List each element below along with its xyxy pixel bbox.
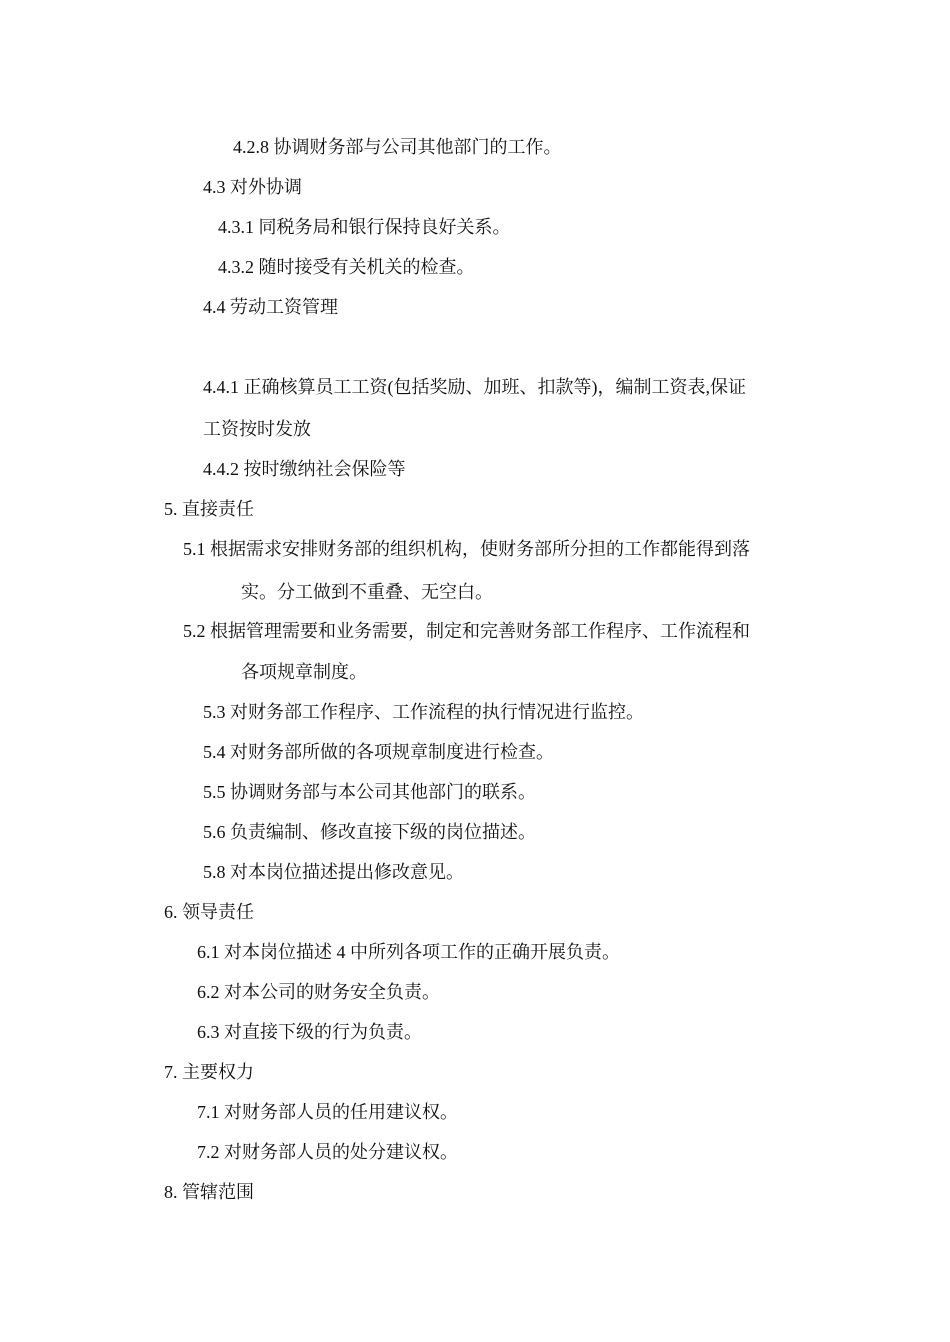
section-4-4-heading: 4.4 劳动工资管理 (203, 297, 338, 317)
item-7-2: 7.2 对财务部人员的处分建议权。 (197, 1142, 458, 1162)
item-4-3-2: 4.3.2 随时接受有关机关的检查。 (218, 257, 475, 277)
item-5-1-line2: 实。分工做到不重叠、无空白。 (241, 582, 493, 602)
item-5-4: 5.4 对财务部所做的各项规章制度进行检查。 (203, 742, 554, 762)
item-5-2-line2: 各项规章制度。 (241, 662, 367, 682)
item-6-1: 6.1 对本岗位描述 4 中所列各项工作的正确开展负责。 (197, 942, 620, 962)
section-6-heading: 6. 领导责任 (164, 902, 254, 922)
section-7-heading: 7. 主要权力 (164, 1062, 254, 1082)
item-5-5: 5.5 协调财务部与本公司其他部门的联系。 (203, 782, 536, 802)
item-6-2: 6.2 对本公司的财务安全负责。 (197, 982, 440, 1002)
item-4-3-1: 4.3.1 同税务局和银行保持良好关系。 (218, 217, 511, 237)
item-4-4-1-line1: 4.4.1 正确核算员工工资(包括奖励、加班、扣款等)，编制工资表,保证 (203, 377, 746, 397)
item-4-4-1-line2: 工资按时发放 (203, 419, 311, 439)
item-5-8: 5.8 对本岗位描述提出修改意见。 (203, 862, 464, 882)
item-5-1-line1: 5.1 根据需求安排财务部的组织机构，使财务部所分担的工作都能得到落 (183, 539, 750, 559)
item-7-1: 7.1 对财务部人员的任用建议权。 (197, 1102, 458, 1122)
item-5-3: 5.3 对财务部工作程序、工作流程的执行情况进行监控。 (203, 702, 644, 722)
item-5-6: 5.6 负责编制、修改直接下级的岗位描述。 (203, 822, 536, 842)
item-4-4-2: 4.4.2 按时缴纳社会保险等 (203, 459, 406, 479)
item-4-2-8: 4.2.8 协调财务部与公司其他部门的工作。 (233, 137, 562, 157)
section-8-heading: 8. 管辖范围 (164, 1182, 254, 1202)
section-4-3-heading: 4.3 对外协调 (203, 177, 302, 197)
item-5-2-line1: 5.2 根据管理需要和业务需要，制定和完善财务部工作程序、工作流程和 (183, 621, 750, 641)
item-6-3: 6.3 对直接下级的行为负责。 (197, 1022, 422, 1042)
section-5-heading: 5. 直接责任 (164, 499, 254, 519)
